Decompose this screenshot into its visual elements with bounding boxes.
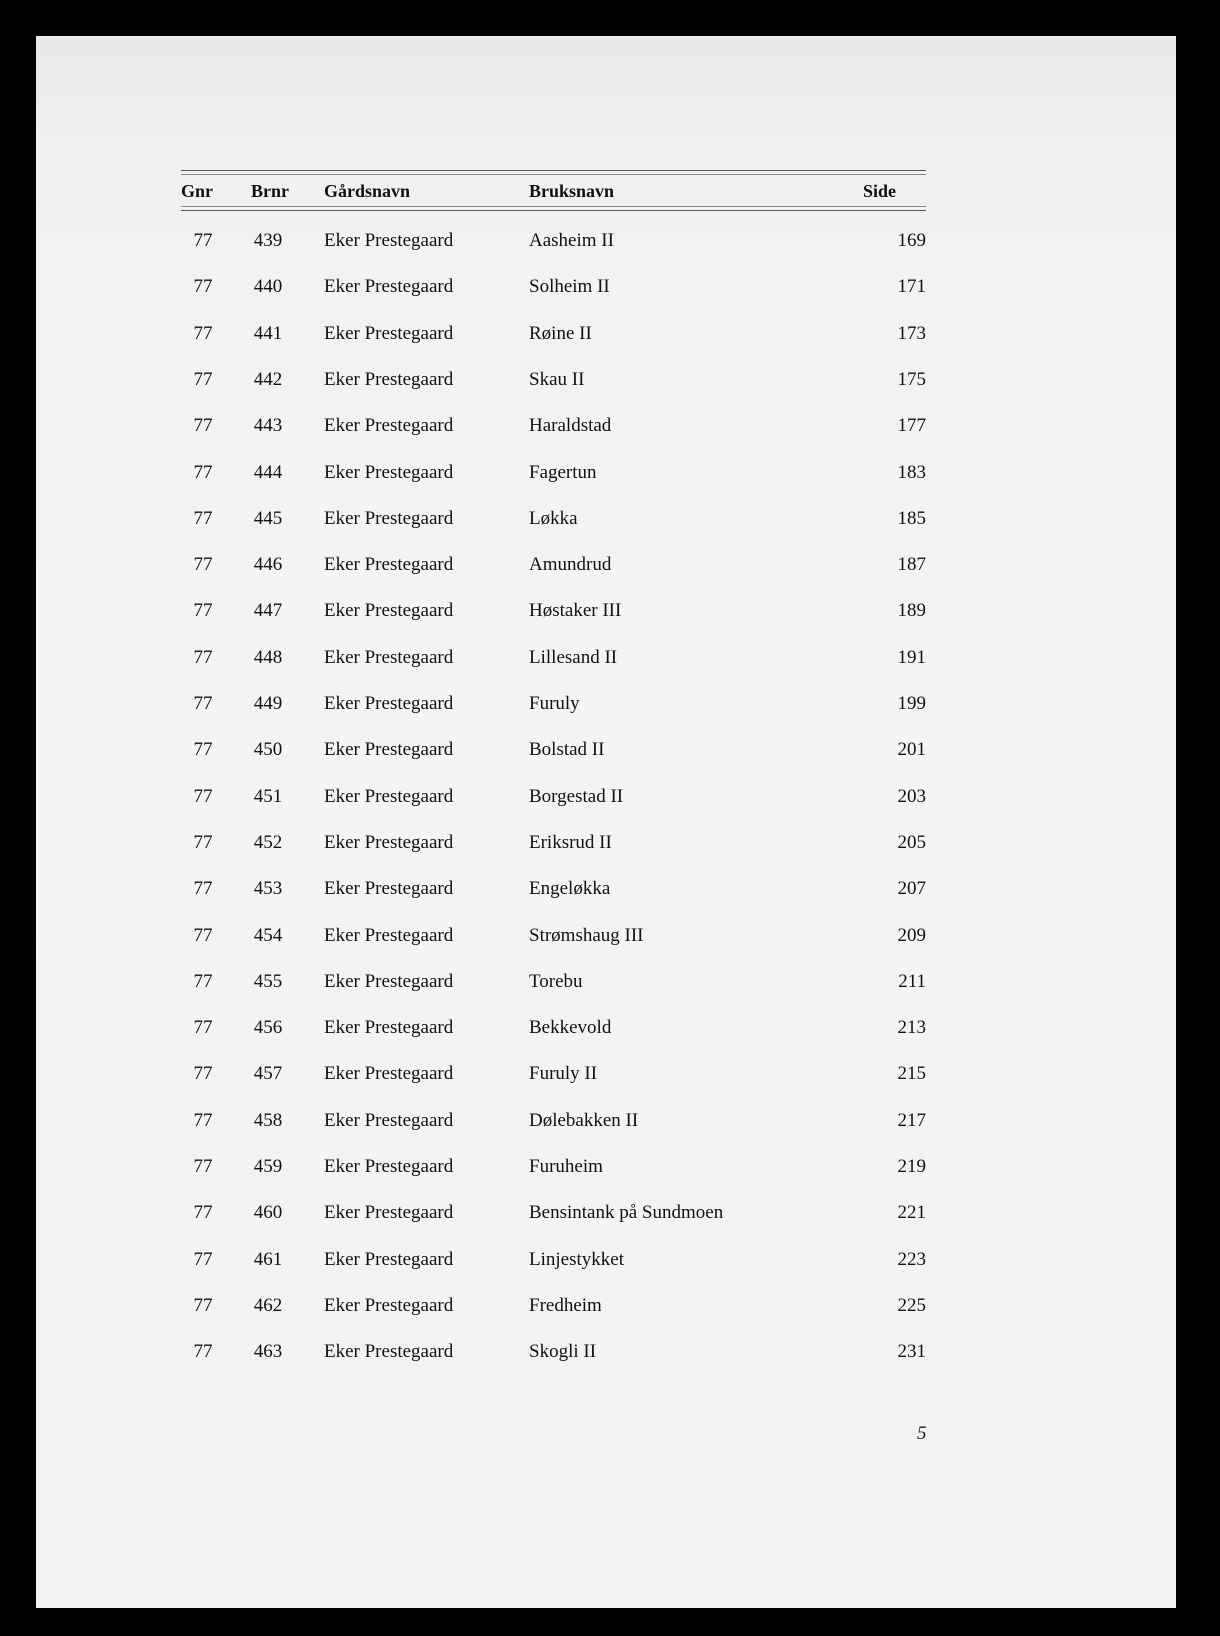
cell-bruksnavn: Furuly — [529, 693, 580, 714]
cell-gnr: 77 — [193, 1202, 213, 1223]
cell-bruksnavn: Torebu — [529, 971, 583, 992]
cell-gnr: 77 — [193, 925, 213, 946]
cell-side: 217 — [897, 1110, 926, 1131]
table-row — [181, 1201, 926, 1225]
cell-gnr: 77 — [193, 462, 213, 483]
cell-gnr: 77 — [193, 1017, 213, 1038]
cell-brnr: 449 — [253, 693, 283, 714]
cell-side: 191 — [897, 647, 926, 668]
header-gardsnavn: Gårdsnavn — [324, 181, 411, 201]
cell-gnr: 77 — [193, 971, 213, 992]
cell-gardsnavn: Eker Prestegaard — [324, 693, 454, 714]
cell-gardsnavn: Eker Prestegaard — [324, 832, 454, 853]
cell-gardsnavn: Eker Prestegaard — [324, 1110, 454, 1131]
cell-side: 205 — [897, 832, 926, 853]
cell-gnr: 77 — [193, 786, 213, 807]
cell-brnr: 446 — [253, 554, 283, 575]
header-gnr: Gnr — [181, 181, 214, 201]
table-row — [181, 1155, 926, 1179]
header-brnr: Brnr — [251, 181, 289, 201]
cell-brnr: 458 — [253, 1110, 283, 1131]
table-row — [181, 1016, 926, 1040]
cell-gnr: 77 — [193, 415, 213, 436]
cell-gnr: 77 — [193, 739, 213, 760]
cell-gardsnavn: Eker Prestegaard — [324, 1249, 454, 1270]
cell-bruksnavn: Linjestykket — [529, 1249, 624, 1270]
cell-brnr: 454 — [253, 925, 283, 946]
cell-brnr: 443 — [253, 415, 283, 436]
header-rule-top-inner — [181, 174, 926, 175]
cell-gardsnavn: Eker Prestegaard — [324, 276, 454, 297]
cell-brnr: 461 — [253, 1249, 283, 1270]
cell-gnr: 77 — [193, 554, 213, 575]
table-row — [181, 970, 926, 994]
cell-gnr: 77 — [193, 508, 213, 529]
cell-side: 219 — [897, 1156, 926, 1177]
cell-bruksnavn: Fagertun — [529, 462, 597, 483]
cell-bruksnavn: Røine II — [529, 323, 592, 344]
cell-gardsnavn: Eker Prestegaard — [324, 554, 454, 575]
cell-bruksnavn: Løkka — [529, 508, 578, 529]
cell-gardsnavn: Eker Prestegaard — [324, 1017, 454, 1038]
cell-brnr: 452 — [253, 832, 283, 853]
cell-bruksnavn: Eriksrud II — [529, 832, 612, 853]
table-row — [181, 275, 926, 299]
cell-gardsnavn: Eker Prestegaard — [324, 323, 454, 344]
table-row — [181, 692, 926, 716]
cell-gnr: 77 — [193, 1295, 213, 1316]
cell-gardsnavn: Eker Prestegaard — [324, 925, 454, 946]
table-header — [181, 179, 926, 203]
cell-bruksnavn: Bekkevold — [529, 1017, 612, 1038]
cell-side: 173 — [897, 323, 926, 344]
table-row — [181, 322, 926, 346]
cell-brnr: 463 — [253, 1341, 283, 1362]
cell-bruksnavn: Borgestad II — [529, 786, 624, 807]
header-rule-bottom — [181, 210, 926, 211]
cell-gardsnavn: Eker Prestegaard — [324, 415, 454, 436]
cell-side: 203 — [897, 786, 926, 807]
cell-bruksnavn: Skogli II — [529, 1341, 597, 1362]
cell-brnr: 444 — [253, 462, 283, 483]
header-bruksnavn: Bruksnavn — [529, 181, 615, 201]
cell-brnr: 451 — [253, 786, 283, 807]
cell-side: 215 — [897, 1063, 926, 1084]
cell-side: 225 — [897, 1295, 926, 1316]
cell-brnr: 448 — [253, 647, 283, 668]
table-row — [181, 877, 926, 901]
cell-brnr: 459 — [253, 1156, 283, 1177]
cell-gnr: 77 — [193, 647, 213, 668]
cell-gnr: 77 — [193, 693, 213, 714]
cell-brnr: 439 — [253, 230, 283, 251]
cell-gardsnavn: Eker Prestegaard — [324, 739, 454, 760]
cell-brnr: 445 — [253, 508, 283, 529]
table-row — [181, 1062, 926, 1086]
table-row — [181, 738, 926, 762]
header-side: Side — [862, 181, 896, 201]
cell-side: 177 — [897, 415, 926, 436]
cell-gardsnavn: Eker Prestegaard — [324, 1202, 454, 1223]
cell-side: 207 — [897, 878, 926, 899]
cell-gardsnavn: Eker Prestegaard — [324, 647, 454, 668]
document-page — [36, 36, 1176, 1608]
cell-gnr: 77 — [193, 276, 213, 297]
cell-brnr: 462 — [253, 1295, 283, 1316]
cell-gnr: 77 — [193, 600, 213, 621]
cell-brnr: 460 — [253, 1202, 283, 1223]
table-row — [181, 599, 926, 623]
table-row — [181, 924, 926, 948]
table-row — [181, 831, 926, 855]
cell-gnr: 77 — [193, 1110, 213, 1131]
cell-side: 189 — [897, 600, 926, 621]
cell-brnr: 447 — [253, 600, 283, 621]
table-row — [181, 1248, 926, 1272]
cell-gnr: 77 — [193, 1063, 213, 1084]
cell-side: 201 — [897, 739, 926, 760]
header-rule-top — [181, 170, 926, 171]
cell-side: 221 — [897, 1202, 926, 1223]
cell-gardsnavn: Eker Prestegaard — [324, 786, 454, 807]
table-row — [181, 229, 926, 253]
cell-side: 171 — [897, 276, 926, 297]
cell-side: 187 — [897, 554, 926, 575]
cell-gardsnavn: Eker Prestegaard — [324, 1295, 454, 1316]
table-row — [181, 414, 926, 438]
cell-side: 211 — [898, 971, 926, 992]
cell-side: 209 — [897, 925, 926, 946]
cell-side: 199 — [897, 693, 926, 714]
cell-gnr: 77 — [193, 878, 213, 899]
cell-bruksnavn: Strømshaug III — [529, 925, 644, 946]
table-row — [181, 646, 926, 670]
cell-brnr: 440 — [253, 276, 283, 297]
cell-gnr: 77 — [193, 832, 213, 853]
table-row — [181, 553, 926, 577]
cell-side: 169 — [897, 230, 926, 251]
cell-gardsnavn: Eker Prestegaard — [324, 369, 454, 390]
table-row — [181, 461, 926, 485]
cell-gardsnavn: Eker Prestegaard — [324, 230, 454, 251]
table-row — [181, 368, 926, 392]
cell-gardsnavn: Eker Prestegaard — [324, 1156, 454, 1177]
cell-brnr: 456 — [253, 1017, 283, 1038]
cell-side: 231 — [897, 1341, 926, 1362]
cell-brnr: 441 — [253, 323, 283, 344]
cell-gnr: 77 — [193, 230, 213, 251]
cell-gardsnavn: Eker Prestegaard — [324, 971, 454, 992]
cell-bruksnavn: Engeløkka — [529, 878, 611, 899]
cell-bruksnavn: Bensintank på Sundmoen — [529, 1202, 724, 1223]
cell-bruksnavn: Solheim II — [529, 276, 610, 297]
cell-side: 223 — [897, 1249, 926, 1270]
cell-side: 175 — [897, 369, 926, 390]
table-row — [181, 1294, 926, 1318]
cell-gardsnavn: Eker Prestegaard — [324, 1341, 454, 1362]
cell-brnr: 453 — [253, 878, 283, 899]
cell-gnr: 77 — [193, 1156, 213, 1177]
cell-bruksnavn: Skau II — [529, 369, 585, 390]
cell-bruksnavn: Furuly II — [529, 1063, 598, 1084]
cell-gnr: 77 — [193, 323, 213, 344]
table-row — [181, 785, 926, 809]
cell-gardsnavn: Eker Prestegaard — [324, 462, 454, 483]
cell-gardsnavn: Eker Prestegaard — [324, 1063, 454, 1084]
cell-bruksnavn: Fredheim — [529, 1295, 602, 1316]
cell-brnr: 455 — [253, 971, 283, 992]
header-rule-bottom-inner — [181, 206, 926, 207]
cell-bruksnavn: Aasheim II — [529, 230, 614, 251]
cell-brnr: 457 — [253, 1063, 283, 1084]
cell-brnr: 450 — [253, 739, 283, 760]
cell-bruksnavn: Haraldstad — [529, 415, 612, 436]
cell-bruksnavn: Dølebakken II — [529, 1110, 639, 1131]
table-row — [181, 1109, 926, 1133]
cell-bruksnavn: Høstaker III — [529, 600, 622, 621]
cell-side: 183 — [897, 462, 926, 483]
page-number: 5 — [917, 1423, 927, 1444]
cell-gnr: 77 — [193, 1249, 213, 1270]
table-row — [181, 507, 926, 531]
cell-gardsnavn: Eker Prestegaard — [324, 508, 454, 529]
cell-bruksnavn: Lillesand II — [529, 647, 618, 668]
cell-bruksnavn: Amundrud — [529, 554, 612, 575]
cell-bruksnavn: Furuheim — [529, 1156, 603, 1177]
cell-gnr: 77 — [193, 1341, 213, 1362]
cell-bruksnavn: Bolstad II — [529, 739, 605, 760]
cell-gnr: 77 — [193, 369, 213, 390]
table-row — [181, 1340, 926, 1364]
cell-brnr: 442 — [253, 369, 283, 390]
cell-gardsnavn: Eker Prestegaard — [324, 600, 454, 621]
cell-gardsnavn: Eker Prestegaard — [324, 878, 454, 899]
cell-side: 185 — [897, 508, 926, 529]
cell-side: 213 — [897, 1017, 926, 1038]
